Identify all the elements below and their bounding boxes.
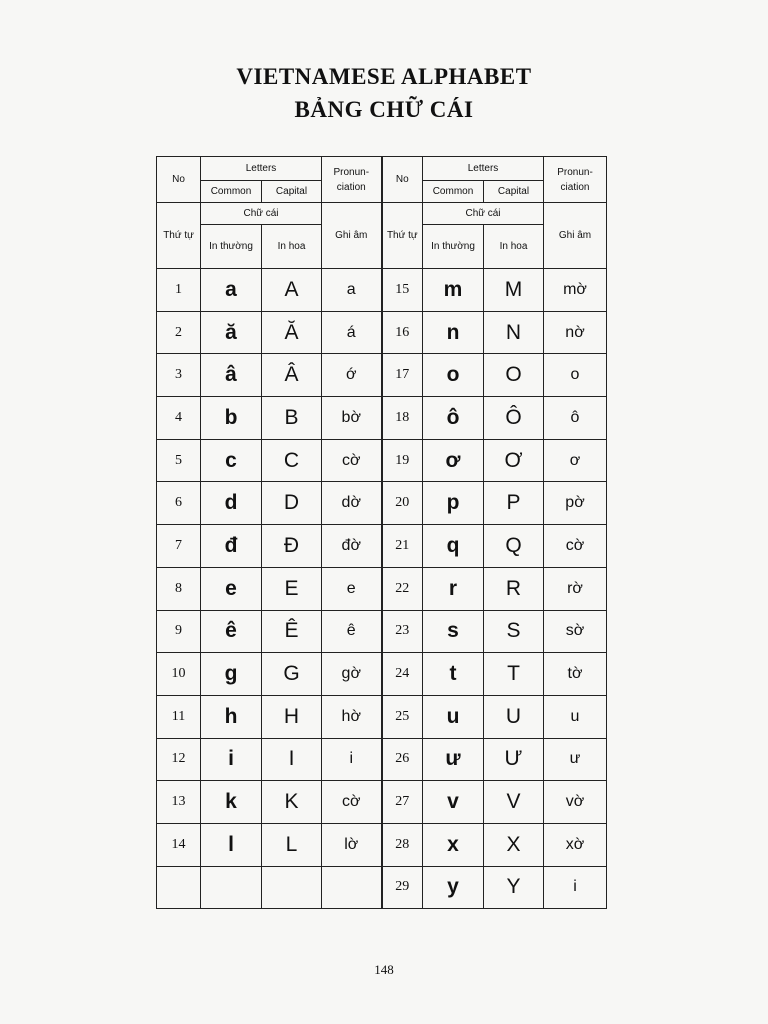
pronunciation: đờ [322,525,382,568]
table-row [157,439,607,482]
letter-common: l [201,823,262,866]
letter-common: y [423,866,484,909]
letter-common: ơ [423,439,484,482]
row-number: 2 [157,311,201,354]
header-letters: Letters [201,157,322,181]
letter-capital: V [484,781,544,824]
letter-capital: E [262,567,322,610]
letter-common: m [423,269,484,312]
letter-capital: N [484,311,544,354]
letter-common: â [201,354,262,397]
row-number: 20 [382,482,423,525]
letter-capital: Ơ [484,439,544,482]
table-row [157,610,607,653]
letter-common: k [201,781,262,824]
letter-capital: G [262,653,322,696]
row-number: 23 [382,610,423,653]
pronunciation [322,866,382,909]
row-number: 26 [382,738,423,781]
letter-capital: D [262,482,322,525]
letter-capital: H [262,695,322,738]
header-thu-tu: Thứ tự [157,203,201,269]
table-row [157,781,607,824]
header-chu-cai: Chữ cái [423,203,544,225]
pronunciation: sờ [544,610,607,653]
table-row [157,311,607,354]
header-common: Common [201,181,262,203]
row-number: 1 [157,269,201,312]
row-number: 14 [157,823,201,866]
pronunciation: o [544,354,607,397]
letter-common: t [423,653,484,696]
pronunciation: bờ [322,397,382,440]
table-row [157,866,607,909]
letter-capital: Ô [484,397,544,440]
row-number: 25 [382,695,423,738]
letter-capital: R [484,567,544,610]
letter-capital: X [484,823,544,866]
row-number: 24 [382,653,423,696]
pronunciation: cờ [322,439,382,482]
pronunciation: u [544,695,607,738]
row-number: 6 [157,482,201,525]
header-in-thuong: In thường [201,225,262,269]
letter-common: ă [201,311,262,354]
letter-capital: P [484,482,544,525]
page-number: 148 [374,962,394,977]
letter-common: e [201,567,262,610]
pronunciation: ô [544,397,607,440]
row-number: 21 [382,525,423,568]
row-number: 13 [157,781,201,824]
letter-capital [262,866,322,909]
header-capital: Capital [262,181,322,203]
pronunciation: e [322,567,382,610]
header-capital: Capital [484,181,544,203]
pronunciation: hờ [322,695,382,738]
letter-common: o [423,354,484,397]
letter-common: n [423,311,484,354]
row-number: 16 [382,311,423,354]
pronunciation: nờ [544,311,607,354]
row-number: 29 [382,866,423,909]
letter-common: x [423,823,484,866]
table-row [157,482,607,525]
letter-capital: I [262,738,322,781]
row-number: 15 [382,269,423,312]
row-number: 17 [382,354,423,397]
letter-common: d [201,482,262,525]
row-number: 27 [382,781,423,824]
letter-capital: Ă [262,311,322,354]
letter-capital: L [262,823,322,866]
pronunciation: vờ [544,781,607,824]
letter-capital: S [484,610,544,653]
letter-common: p [423,482,484,525]
pronunciation: ư [544,738,607,781]
row-number: 4 [157,397,201,440]
pronunciation: ơ [544,439,607,482]
letter-common: u [423,695,484,738]
row-number: 22 [382,567,423,610]
header-no: No [157,157,201,203]
header-ghi-am: Ghi âm [544,203,607,269]
row-number: 9 [157,610,201,653]
letter-common: r [423,567,484,610]
row-number: 12 [157,738,201,781]
header-letters: Letters [423,157,544,181]
header-in-hoa: In hoa [484,225,544,269]
row-number: 5 [157,439,201,482]
header-thu-tu: Thứ tự [382,203,423,269]
header-in-thuong: In thường [423,225,484,269]
row-number: 10 [157,653,201,696]
table-row [157,823,607,866]
letter-capital: B [262,397,322,440]
letter-capital: T [484,653,544,696]
letter-capital: Ư [484,738,544,781]
letter-common: i [201,738,262,781]
letter-common: b [201,397,262,440]
letter-capital: U [484,695,544,738]
letter-capital: O [484,354,544,397]
header-common: Common [423,181,484,203]
row-number: 8 [157,567,201,610]
table-row [157,397,607,440]
row-number: 28 [382,823,423,866]
letter-capital: A [262,269,322,312]
table-row [157,269,607,312]
letter-common: v [423,781,484,824]
pronunciation: ê [322,610,382,653]
pronunciation: rờ [544,567,607,610]
pronunciation: i [544,866,607,909]
pronunciation: cờ [544,525,607,568]
pronunciation: á [322,311,382,354]
row-number: 19 [382,439,423,482]
letter-common [201,866,262,909]
letter-common: đ [201,525,262,568]
letter-common: s [423,610,484,653]
pronunciation: ớ [322,354,382,397]
pronunciation: xờ [544,823,607,866]
pronunciation: a [322,269,382,312]
pronunciation: cờ [322,781,382,824]
pronunciation: lờ [322,823,382,866]
header-chu-cai: Chữ cái [201,203,322,225]
table-row [157,695,607,738]
letter-common: q [423,525,484,568]
pronunciation: pờ [544,482,607,525]
letter-common: ê [201,610,262,653]
pronunciation: gờ [322,653,382,696]
pronunciation: tờ [544,653,607,696]
letter-capital: Q [484,525,544,568]
letter-capital: C [262,439,322,482]
header-in-hoa: In hoa [262,225,322,269]
pronunciation: dờ [322,482,382,525]
letter-capital: K [262,781,322,824]
letter-common: h [201,695,262,738]
row-number: 3 [157,354,201,397]
page-subtitle: BẢNG CHỮ CÁI [294,97,474,122]
table-row [157,653,607,696]
table-row [157,525,607,568]
page-title: VIETNAMESE ALPHABET [236,64,532,89]
letter-capital: M [484,269,544,312]
letter-capital: Â [262,354,322,397]
header-ghi-am: Ghi âm [322,203,382,269]
pronunciation: i [322,738,382,781]
letter-common: ô [423,397,484,440]
row-number: 18 [382,397,423,440]
header-pronunciation: Pronun-ciation [322,157,382,203]
letter-common: c [201,439,262,482]
letter-common: a [201,269,262,312]
pronunciation: mờ [544,269,607,312]
row-number: 7 [157,525,201,568]
table-row [157,354,607,397]
header-no: No [382,157,423,203]
letter-capital: Ê [262,610,322,653]
row-number [157,866,201,909]
letter-common: g [201,653,262,696]
table-row [157,738,607,781]
table-row [157,567,607,610]
row-number: 11 [157,695,201,738]
header-pronunciation: Pronun-ciation [544,157,607,203]
letter-common: ư [423,738,484,781]
letter-capital: Y [484,866,544,909]
alphabet-table [156,156,607,909]
letter-capital: Đ [262,525,322,568]
